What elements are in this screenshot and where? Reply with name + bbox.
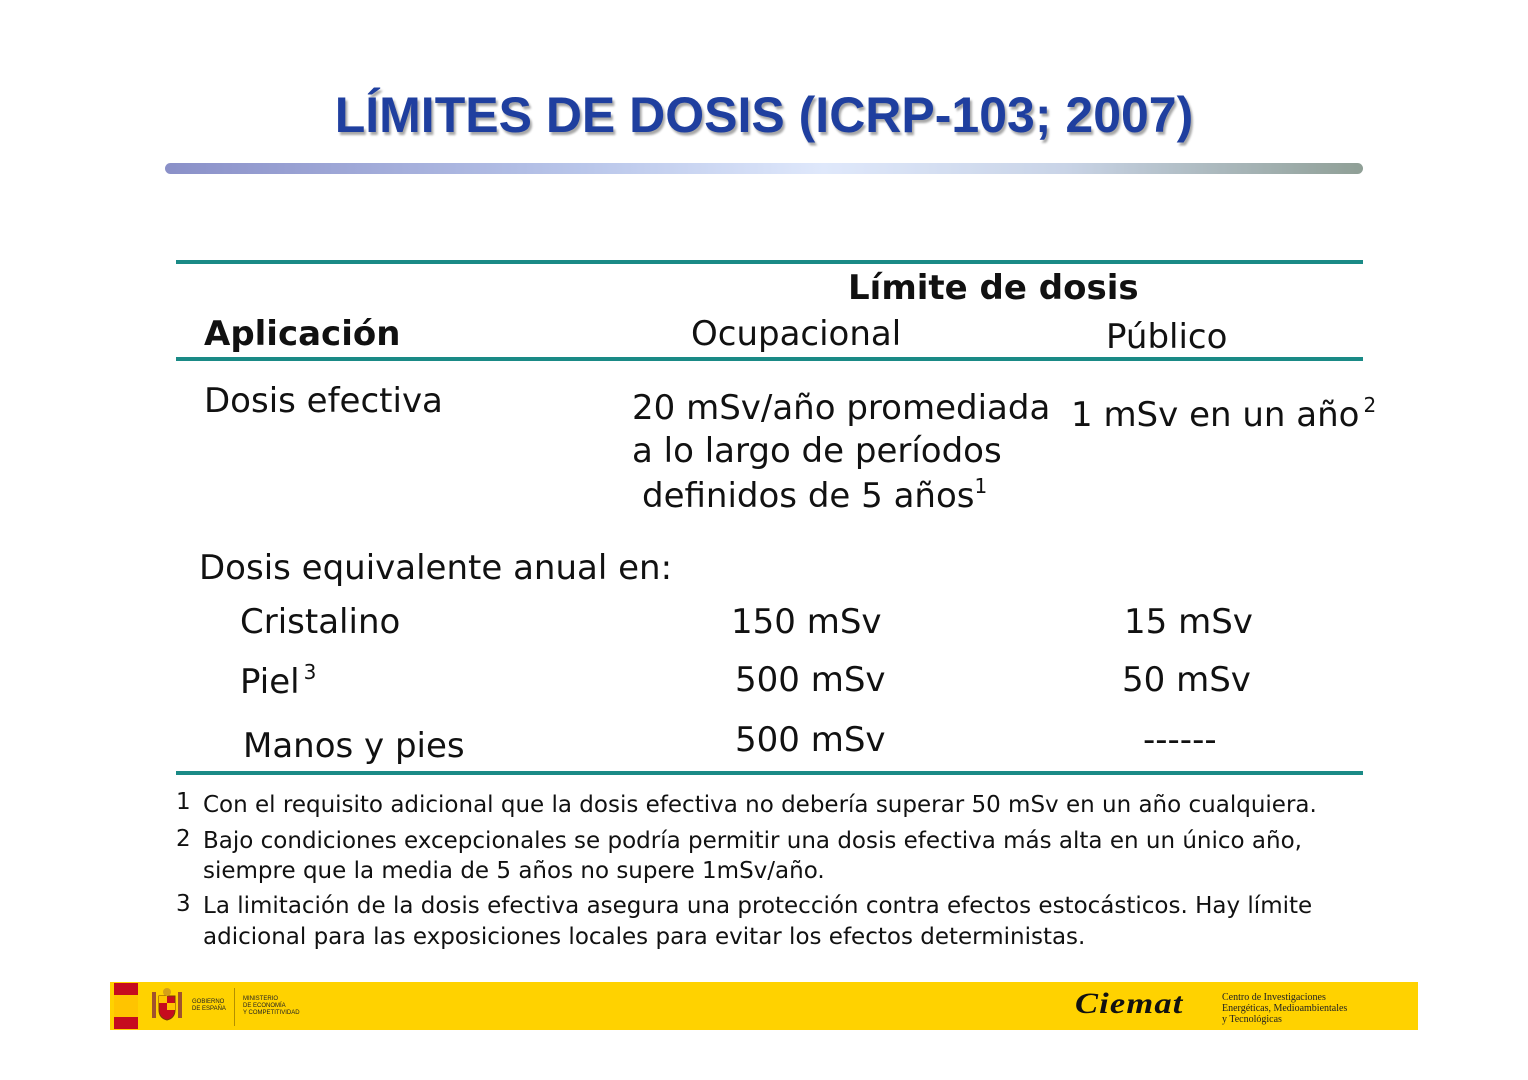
note-1-line-1: Con el requisito adicional que la dosis efectiva no debería superar 50 mSv en un año cualquiera. (203, 792, 1317, 818)
header-application: Aplicación (204, 314, 401, 354)
row-label-manos-pies: Manos y pies (243, 726, 465, 766)
effective-occupational-line-1: 20 mSv/año promediada (632, 388, 1051, 428)
title-underline (165, 163, 1363, 174)
ministry-line-1: MINISTERIO (243, 996, 279, 1002)
header-public: Público (1106, 317, 1228, 357)
government-label (192, 999, 232, 1013)
effective-occupational-line-3 (642, 474, 987, 516)
note-2-line-2: siempre que la media de 5 años no supere 1mSv/año. (203, 858, 825, 884)
footnote-ref-2: 2 (1363, 393, 1377, 417)
ministry-line-2: DE ECONOMÍA (243, 1003, 286, 1009)
footer-divider (234, 988, 235, 1026)
ministry-label (243, 996, 303, 1017)
equivalent-dose-label: Dosis equivalente anual en: (199, 548, 673, 588)
org-line-1: Centro de Investigaciones (1222, 992, 1326, 1003)
piel-occupational: 500 mSv (735, 660, 886, 700)
note-3-number: 3 (176, 891, 191, 917)
manos-pies-public: ------ (1143, 720, 1217, 760)
gov-line-1: GOBIERNO (192, 999, 225, 1005)
ciemat-logo: Ciemat (1075, 987, 1184, 1020)
row-label-piel: Piel (240, 662, 300, 702)
footnote-ref-1: 1 (974, 474, 988, 498)
effective-public-text: 1 mSv en un año (1071, 395, 1360, 435)
cristalino-occupational: 150 mSv (731, 602, 882, 642)
row-piel (240, 660, 316, 702)
ministry-line-3: Y COMPETITIVIDAD (243, 1010, 300, 1016)
ciemat-subtitle (1222, 992, 1382, 1025)
row-effective-dose-label: Dosis efectiva (204, 381, 443, 421)
effective-occupational-text: definidos de 5 años (642, 476, 975, 516)
header-occupational: Ocupacional (691, 314, 902, 354)
org-line-3: y Tecnológicas (1222, 1014, 1282, 1025)
piel-public: 50 mSv (1122, 660, 1251, 700)
org-line-2: Energéticas, Medioambientales (1222, 1003, 1348, 1014)
note-3-line-1: La limitación de la dosis efectiva asegura una protección contra efectos estocásticos. Hay límite (203, 893, 1313, 919)
row-label-cristalino: Cristalino (240, 602, 401, 642)
page-title: LÍMITES DE DOSIS (ICRP-103; 2007) (334, 87, 1194, 143)
table-top-rule (176, 260, 1363, 264)
table-header-rule (176, 357, 1363, 361)
spain-flag-icon (114, 983, 138, 1029)
effective-public (1071, 393, 1376, 435)
cristalino-public: 15 mSv (1124, 602, 1253, 642)
coat-of-arms-icon (150, 986, 184, 1026)
manos-pies-occupational: 500 mSv (735, 720, 886, 760)
note-2-line-1: Bajo condiciones excepcionales se podría permitir una dosis efectiva más alta en un único año, (203, 828, 1302, 854)
effective-occupational-line-2: a lo largo de períodos (632, 431, 1002, 471)
table-bottom-rule (176, 771, 1363, 775)
note-2-number: 2 (176, 826, 191, 852)
footnote-ref-3: 3 (303, 660, 317, 684)
note-3-line-2: adicional para las exposiciones locales para evitar los efectos deterministas. (203, 924, 1086, 950)
note-1-number: 1 (176, 789, 191, 815)
gov-line-2: DE ESPAÑA (192, 1006, 226, 1012)
header-dose-limit: Límite de dosis (848, 268, 1139, 308)
